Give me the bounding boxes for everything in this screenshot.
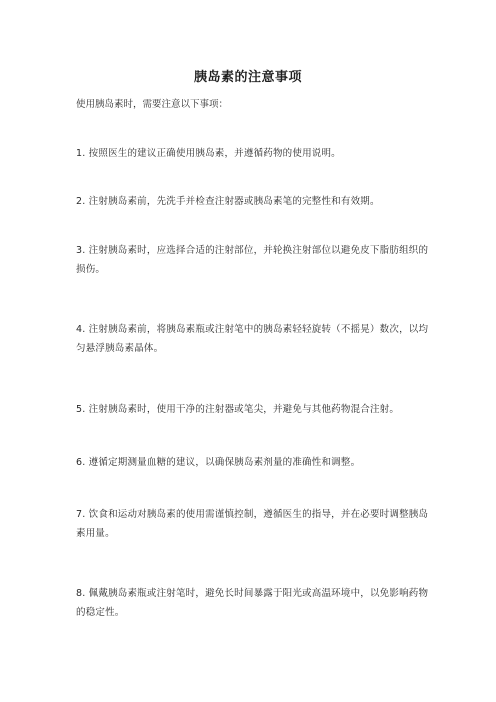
list-item: 5. 注射胰岛素时，使用干净的注射器或笔尖，并避免与其他药物混合注射。 — [76, 404, 400, 415]
list-item: 8. 佩戴胰岛素瓶或注射笔时，避免长时间暴露于阳光或高温环境中，以免影响药物的稳定性。 — [76, 588, 429, 618]
list-item: 1. 按照医生的建议正确使用胰岛素，并遵循药物的使用说明。 — [76, 148, 341, 159]
list-item: 7. 饮食和运动对胰岛素的使用需谨慎控制，遵循医生的指导，并在必要时调整胰岛素用量。 — [76, 509, 429, 539]
list-item: 4. 注射胰岛素前，将胰岛素瓶或注射笔中的胰岛素轻轻旋转（不摇晃）数次，以均匀悬浮胰岛素晶体。 — [76, 324, 429, 354]
page-title: 胰岛素的注意事项 — [193, 70, 302, 85]
list-item: 6. 遵循定期测量血糖的建议，以确保胰岛素剂量的准确性和调整。 — [76, 457, 361, 468]
list-item: 2. 注射胰岛素前，先洗手并检查注射器或胰岛素笔的完整性和有效期。 — [76, 196, 380, 207]
intro-text: 使用胰岛素时，需要注意以下事项： — [76, 99, 229, 110]
list-item: 3. 注射胰岛素时，应选择合适的注射部位，并轮换注射部位以避免皮下脂肪组织的损伤。 — [76, 245, 429, 275]
